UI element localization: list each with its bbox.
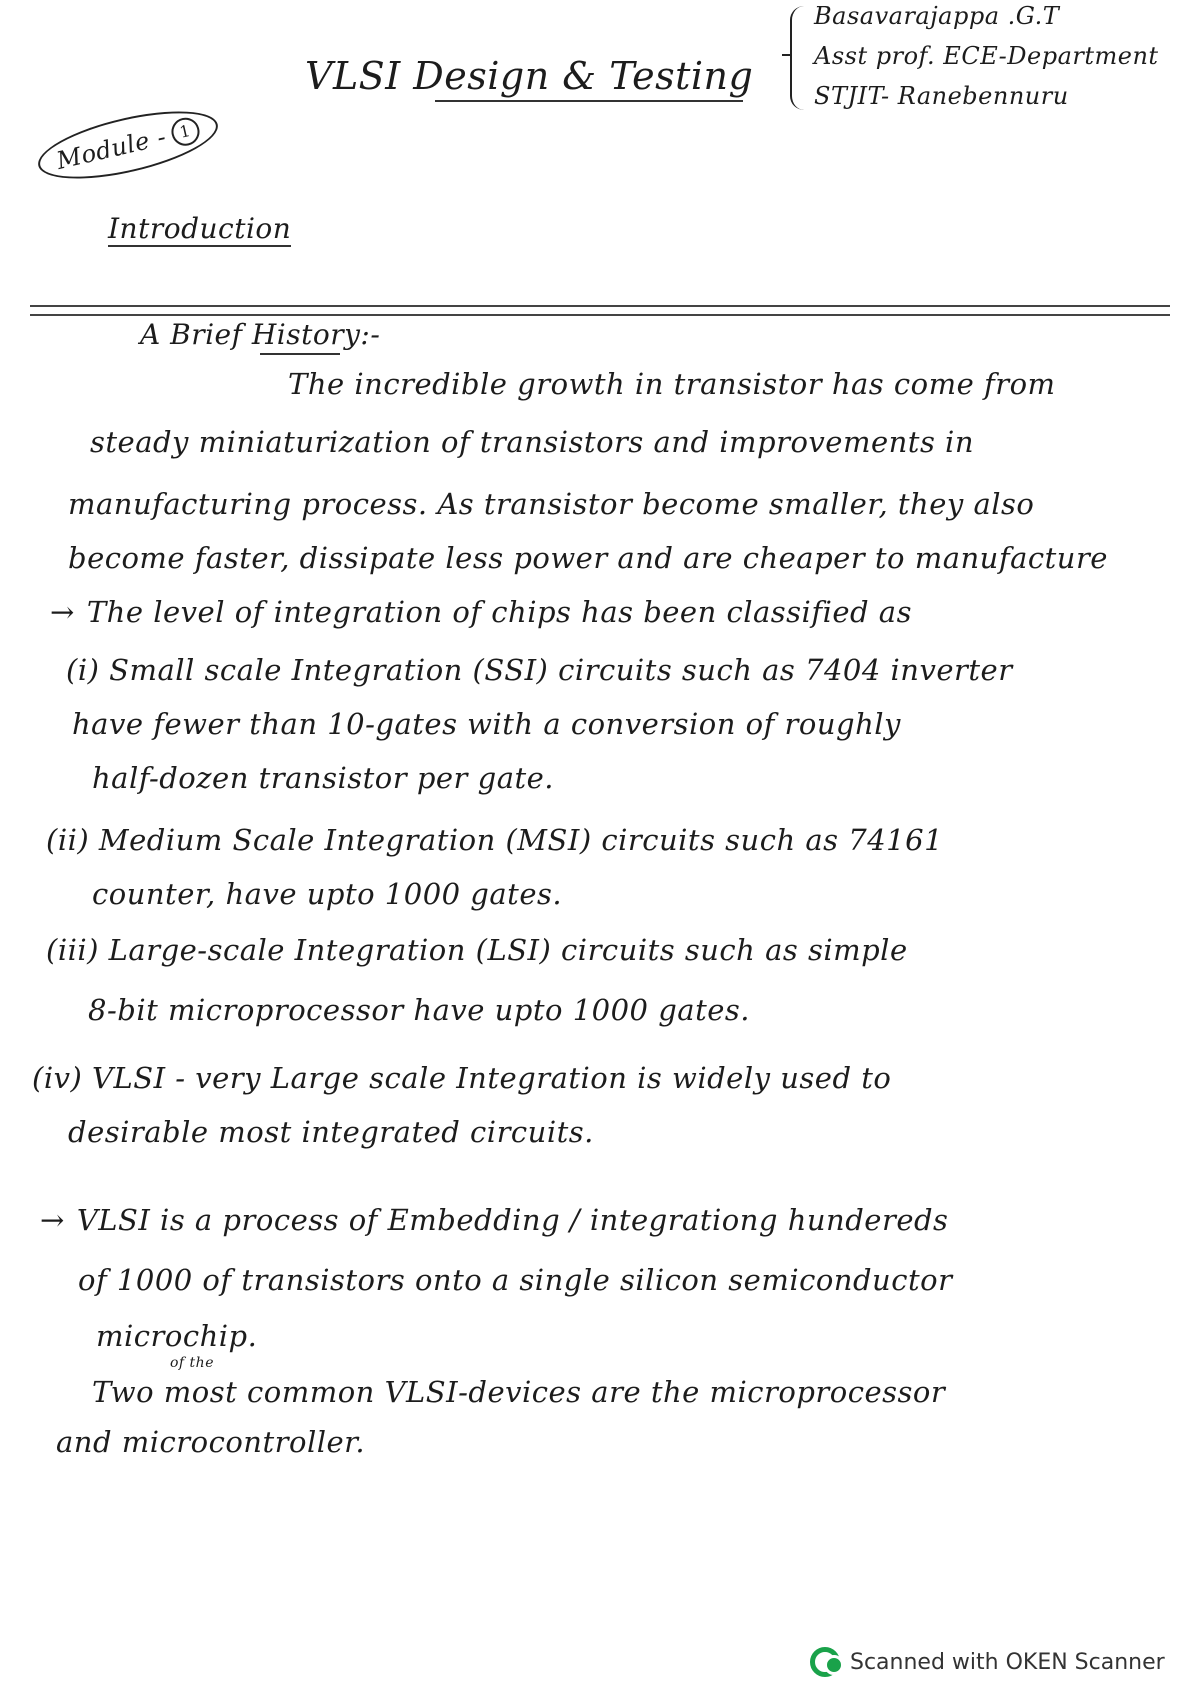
- module-number: 1: [168, 115, 202, 149]
- insertion-note: of the: [170, 1355, 214, 1371]
- module-dash: -: [146, 122, 169, 154]
- author-brace: [790, 6, 806, 110]
- scanner-logo-icon: [810, 1647, 840, 1677]
- text-line: (ii) Medium Scale Integration (MSI) circuits such as 74161: [46, 823, 944, 857]
- text-line: and microcontroller.: [56, 1425, 366, 1459]
- page-title: [305, 54, 753, 98]
- text-line: half-dozen transistor per gate.: [92, 761, 555, 795]
- text-line: VLSI is a process of Embedding / integrationg hundereds: [76, 1203, 949, 1237]
- text-line: become faster, dissipate less power and are cheaper to manufacture: [68, 541, 1108, 575]
- subsection-underline: [260, 353, 340, 355]
- arrow-icon: →: [50, 595, 75, 629]
- section-heading: [108, 212, 291, 245]
- subsection-heading: [140, 318, 380, 351]
- author-institute: STJIT- Ranebennuru: [814, 82, 1069, 110]
- page-title-text: VLSI Design & Testing: [305, 54, 754, 98]
- scanner-text: Scanned with OKEN Scanner: [850, 1649, 1165, 1675]
- text-line: steady miniaturization of transistors and improvements in: [90, 425, 974, 459]
- text-line: Two most common VLSI-devices are the microprocessor: [92, 1375, 946, 1409]
- divider-line: [30, 305, 1170, 307]
- title-underline: [435, 100, 743, 102]
- text-line: The level of integration of chips has been classified as: [86, 595, 912, 629]
- text-line: The incredible growth in transistor has come from: [288, 367, 1056, 401]
- text-line: (iii) Large-scale Integration (LSI) circuits such as simple: [46, 933, 908, 967]
- module-badge: [32, 98, 223, 192]
- text-line-bullet: [40, 1203, 949, 1237]
- text-line: of 1000 of transistors onto a single silicon semiconductor: [78, 1263, 953, 1297]
- scanner-watermark: [810, 1642, 1165, 1682]
- section-underline: [108, 245, 291, 247]
- text-line: counter, have upto 1000 gates.: [92, 877, 563, 911]
- section-heading-text: Introduction: [108, 212, 292, 245]
- author-name: Basavarajappa .G.T: [814, 2, 1060, 30]
- text-line-bullet: [50, 595, 912, 629]
- subsection-heading-text: A Brief History:-: [140, 318, 381, 351]
- text-line: have fewer than 10-gates with a conversion of roughly: [72, 707, 901, 741]
- author-designation: Asst prof. ECE-Department: [814, 42, 1159, 70]
- arrow-icon: →: [40, 1203, 65, 1237]
- divider-line: [30, 314, 1170, 316]
- text-line: 8-bit microprocessor have upto 1000 gates.: [88, 993, 750, 1027]
- author-block: [790, 0, 1190, 125]
- text-line: (iv) VLSI - very Large scale Integration is widely used to: [32, 1061, 892, 1095]
- text-line: (i) Small scale Integration (SSI) circuits such as 7404 inverter: [66, 653, 1013, 687]
- text-line: manufacturing process. As transistor become smaller, they also: [68, 487, 1035, 521]
- module-label: Module: [53, 126, 153, 176]
- text-line: desirable most integrated circuits.: [68, 1115, 594, 1149]
- text-line: microchip.: [96, 1319, 258, 1353]
